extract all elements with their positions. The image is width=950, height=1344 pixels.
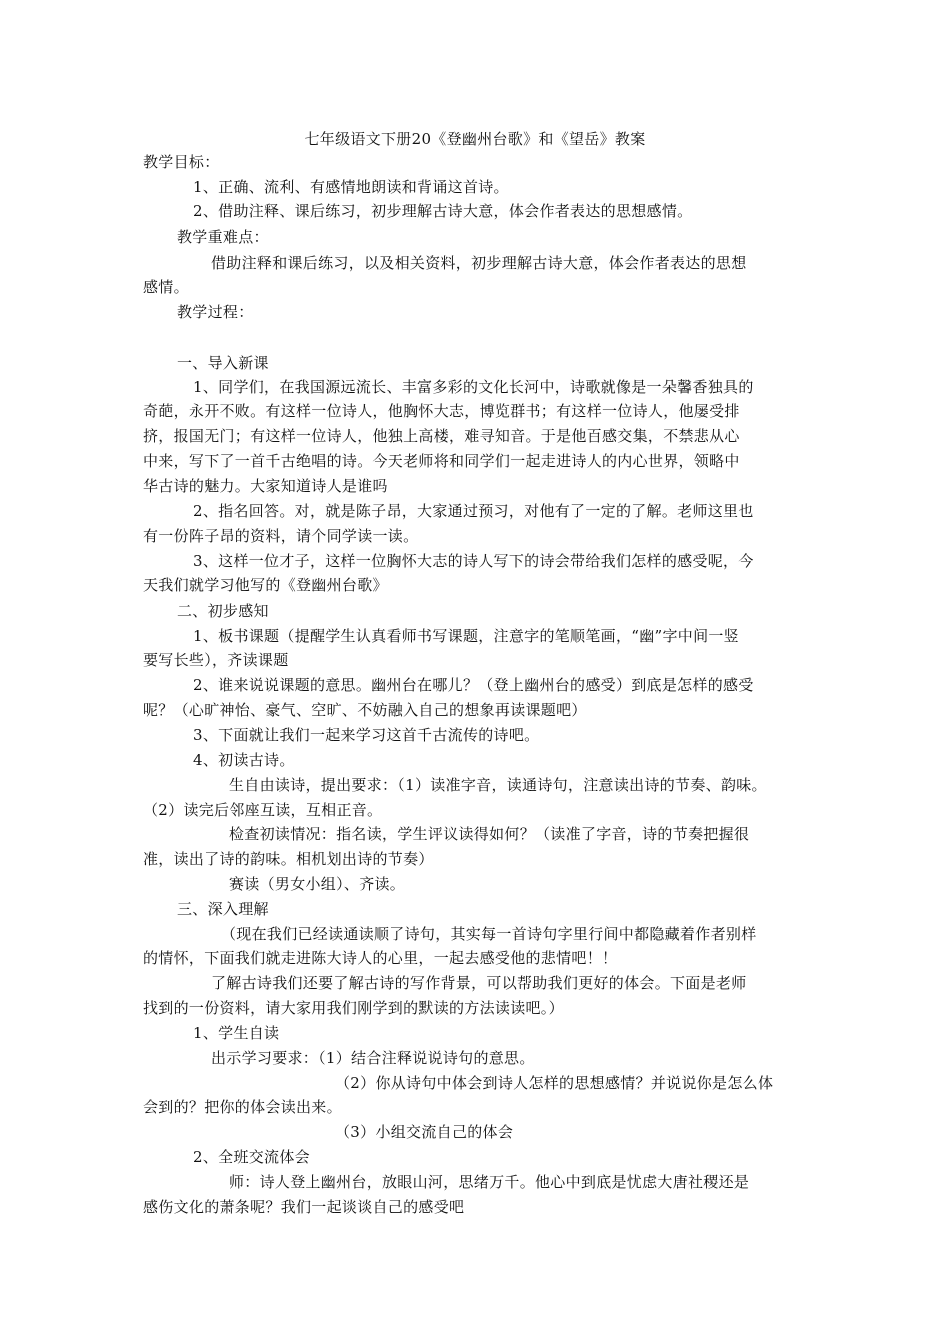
text-line: 2、指名回答。对，就是陈子昂，大家通过预习，对他有了一定的了解。老师这里也: [193, 502, 754, 520]
section-heading: 二、初步感知: [177, 602, 269, 620]
text-line: 借助注释和课后练习，以及相关资料，初步理解古诗大意，体会作者表达的思想: [211, 254, 747, 272]
text-line: 的情怀，下面我们就走进陈大诗人的心里，一起去感受他的悲情吧！！: [143, 949, 618, 967]
text-line: 找到的一份资料，请大家用我们刚学到的默读的方法读读吧。）: [143, 999, 564, 1017]
text-line: 生自由读诗，提出要求：（1）读准字音，读通诗句，注意读出诗的节奏、韵味。: [229, 776, 767, 794]
text-line: 天我们就学习他写的《登幽州台歌》: [143, 576, 388, 594]
text-line: 感情。: [143, 278, 189, 296]
text-line: 1、正确、流利、有感情地朗读和背诵这首诗。: [193, 178, 509, 196]
text-line: 呢？（心旷神怡、豪气、空旷、不妨融入自己的想象再读课题吧）: [143, 701, 587, 719]
text-line: 华古诗的魅力。大家知道诗人是谁吗: [143, 477, 388, 495]
document-title: 七年级语文下册20《登幽州台歌》和《望岳》教案: [304, 130, 646, 148]
text-line: 2、借助注释、课后练习，初步理解古诗大意，体会作者表达的思想感情。: [193, 202, 693, 220]
text-line: 感伤文化的萧条呢？我们一起谈谈自己的感受吧: [143, 1198, 465, 1216]
section-heading: 教学目标：: [143, 153, 220, 171]
text-line: 了解古诗我们还要了解古诗的写作背景，可以帮助我们更好的体会。下面是老师: [211, 974, 747, 992]
text-line: 3、下面就让我们一起来学习这首千古流传的诗吧。: [193, 726, 540, 744]
text-line: 检查初读情况：指名读，学生评议读得如何？（读准了字音，诗的节奏把握很: [229, 825, 750, 843]
text-line: 有一份阵子昂的资料，请个同学读一读。: [143, 527, 419, 545]
text-line: 会到的？把你的体会读出来。: [143, 1098, 342, 1116]
text-line: 出示学习要求：（1）结合注释说说诗句的意思。: [211, 1049, 535, 1067]
section-heading: 一、导入新课: [177, 354, 269, 372]
text-line: （2）读完后邻座互读，互相正音。: [143, 801, 383, 819]
text-line: （3）小组交流自己的体会: [335, 1123, 514, 1141]
text-line: 3、这样一位才子，这样一位胸怀大志的诗人写下的诗会带给我们怎样的感受呢，今: [193, 552, 754, 570]
section-heading: 教学过程：: [177, 303, 254, 321]
text-line: 中来，写下了一首千古绝唱的诗。今天老师将和同学们一起走进诗人的内心世界，领略中: [143, 452, 740, 470]
text-line: 1、板书课题（提醒学生认真看师书写课题，注意字的笔顺笔画，“幽”字中间一竖: [193, 627, 739, 645]
text-line: 2、全班交流体会: [193, 1148, 310, 1166]
section-heading: 三、深入理解: [177, 900, 269, 918]
text-line: 1、学生自读: [193, 1024, 280, 1042]
text-line: 要写长些），齐读课题: [143, 651, 289, 669]
text-line: 赛读（男女小组）、齐读。: [229, 875, 406, 893]
text-line: （2）你从诗句中体会到诗人怎样的思想感情？并说说你是怎么体: [335, 1074, 774, 1092]
section-heading: 教学重难点：: [177, 228, 269, 246]
text-line: 挤，报国无门；有这样一位诗人，他独上高楼，难寻知音。于是他百感交集，不禁悲从心: [143, 427, 740, 445]
text-line: 2、谁来说说课题的意思。幽州台在哪儿？（登上幽州台的感受）到底是怎样的感受: [193, 676, 754, 694]
text-line: 4、初读古诗。: [193, 751, 295, 769]
text-line: 1、同学们，在我国源远流长、丰富多彩的文化长河中，诗歌就像是一朵馨香独具的: [193, 378, 754, 396]
text-line: 奇葩，永开不败。有这样一位诗人，他胸怀大志，博览群书；有这样一位诗人，他屡受排: [143, 402, 740, 420]
text-line: 师：诗人登上幽州台，放眼山河，思绪万千。他心中到底是忧虑大唐社稷还是: [229, 1173, 750, 1191]
text-line: （现在我们已经读通读顺了诗句，其实每一首诗句字里行间中都隐藏着作者别样: [221, 925, 757, 943]
text-line: 准，读出了诗的韵味。相机划出诗的节奏）: [143, 850, 434, 868]
